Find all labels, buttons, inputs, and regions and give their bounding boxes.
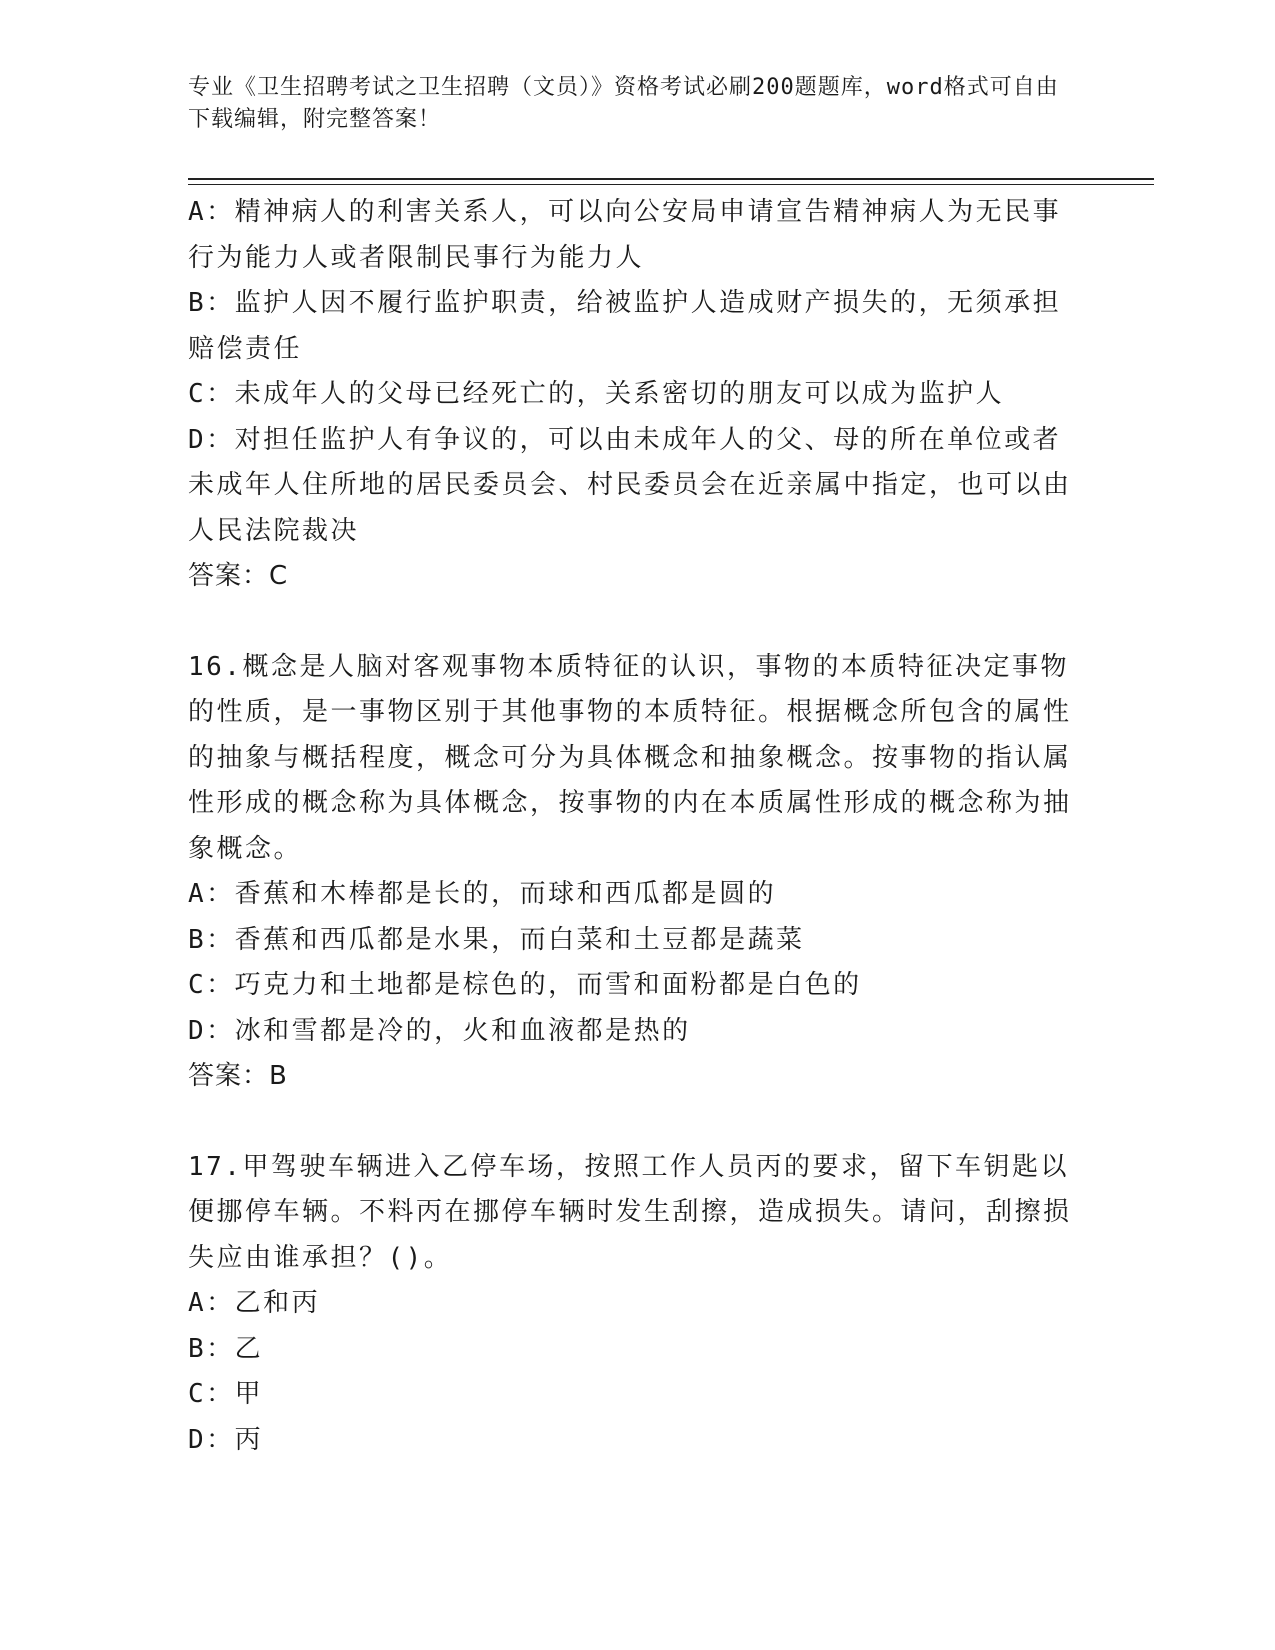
q15-option-c: C：未成年人的父母已经死亡的，关系密切的朋友可以成为监护人 <box>188 379 1005 409</box>
question-16-block <box>188 645 1078 1100</box>
q17-option-d: D：丙 <box>188 1424 264 1455</box>
q16-option-c: C：巧克力和土地都是棕色的，而雪和面粉都是白色的 <box>188 970 862 1000</box>
question-17-block <box>188 1145 1078 1464</box>
q17-option-a: A：乙和丙 <box>188 1288 321 1318</box>
spacer <box>188 1100 1078 1145</box>
q16-stem: 16.概念是人脑对客观事物本质特征的认识，事物的本质特征决定事物的性质，是一事物区别于其他事物的本质特征。根据概念所包含的属性的抽象与概括程度，概念可分为具体概念和抽象概念。按事物的指认属性形成的概念称为具体概念，按事物的内在本质属性形成的概念称为抽象概念。 <box>188 651 1072 864</box>
q17-option-c: C：甲 <box>188 1379 264 1409</box>
q17-stem: 17.甲驾驶车辆进入乙停车场，按照工作人员丙的要求，留下车钥匙以便挪停车辆。不料丙在挪停车辆时发生刮擦，造成损失。请问，刮擦损失应由谁承担？()。 <box>188 1151 1072 1273</box>
header-divider-thin <box>188 184 1154 185</box>
spacer <box>188 600 1078 645</box>
q16-option-a: A：香蕉和木棒都是长的，而球和西瓜都是圆的 <box>188 879 777 909</box>
document-body <box>188 190 1078 1463</box>
document-header <box>188 72 1068 136</box>
q17-option-b: B：乙 <box>188 1333 264 1364</box>
header-text: 专业《卫生招聘考试之卫生招聘（文员）》资格考试必刷200题题库，word格式可自由下载编辑，附完整答案！ <box>188 75 1059 132</box>
q16-answer: 答案：B <box>188 1061 288 1091</box>
header-divider-thick <box>188 178 1154 180</box>
q15-answer: 答案：C <box>188 561 289 591</box>
q15-option-d: D：对担任监护人有争议的，可以由未成年人的父、母的所在单位或者未成年人住所地的居民委员会、村民委员会在近亲属中指定，也可以由人民法院裁决 <box>188 424 1072 546</box>
q15-option-b: B：监护人因不履行监护职责，给被监护人造成财产损失的，无须承担赔偿责任 <box>188 288 1062 364</box>
q16-option-b: B：香蕉和西瓜都是水果，而白菜和土豆都是蔬菜 <box>188 924 805 955</box>
question-15-block <box>188 190 1078 600</box>
q16-option-d: D：冰和雪都是冷的，火和血液都是热的 <box>188 1015 691 1046</box>
q15-option-a: A：精神病人的利害关系人，可以向公安局申请宣告精神病人为无民事行为能力人或者限制民事行为能力人 <box>188 197 1062 273</box>
